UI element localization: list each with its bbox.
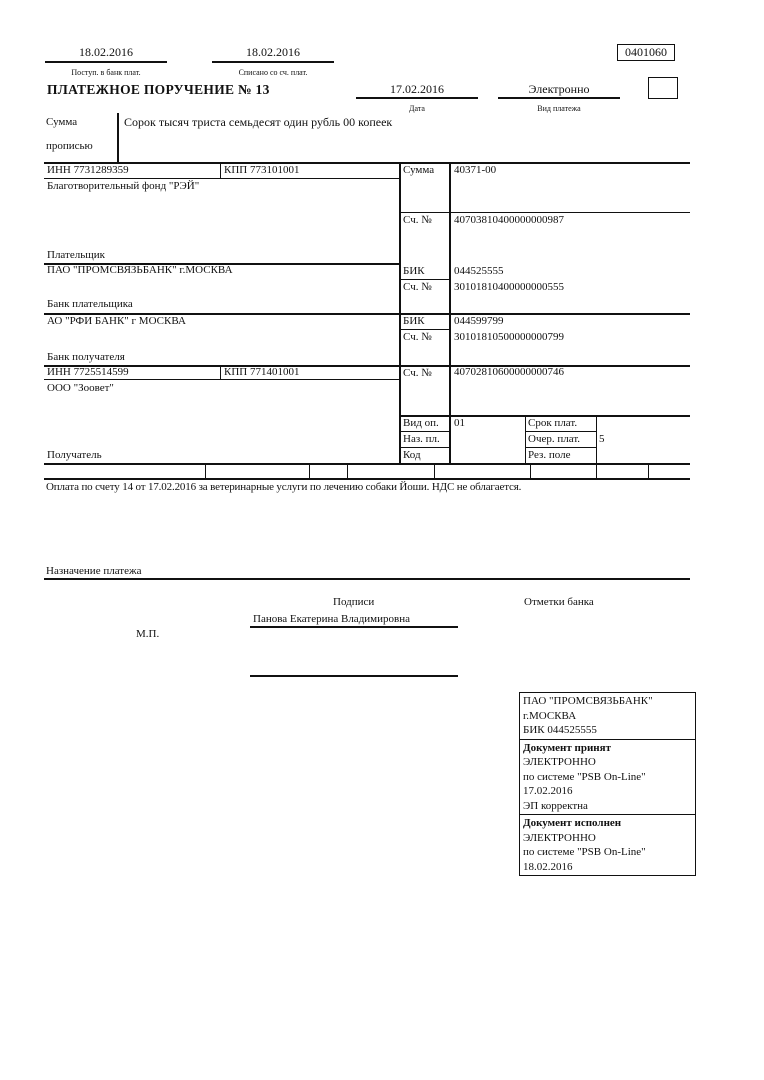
bank-stamp-accepted xyxy=(520,739,695,815)
payer-bank-name: ПАО "ПРОМСВЯЗЬБАНК" г.МОСКВА xyxy=(47,264,233,276)
stamp-accepted-title xyxy=(523,741,692,756)
payee-name: ООО "Зоовет" xyxy=(47,382,114,394)
payment-type: Электронно xyxy=(528,82,590,96)
stamp-executed-title xyxy=(523,816,692,831)
bank-stamp xyxy=(519,692,696,876)
payment-status-box xyxy=(648,77,678,99)
signatures-label: Подписи xyxy=(333,596,375,608)
payer-name: Благотворительный фонд "РЭЙ" xyxy=(47,180,200,192)
divider xyxy=(400,212,450,213)
date-label: Дата xyxy=(409,104,425,113)
divider xyxy=(596,463,597,479)
stamp-accepted-prefix: Документ xyxy=(523,741,575,754)
divider xyxy=(498,97,620,99)
divider xyxy=(525,415,526,464)
divider xyxy=(309,463,310,479)
divider xyxy=(356,97,478,99)
stamp-executed-word: исполнен xyxy=(574,817,622,829)
document-title: ПЛАТЕЖНОЕ ПОРУЧЕНИЕ № 13 xyxy=(47,82,270,97)
payer-inn: ИНН 7731289359 xyxy=(47,164,129,176)
kod-label: Код xyxy=(403,449,421,461)
bank-marks-label: Отметки банка xyxy=(524,596,594,608)
payment-type-label: Вид платежа xyxy=(537,104,581,113)
divider xyxy=(449,162,451,464)
divider xyxy=(45,61,167,63)
payer-account-label: Сч. № xyxy=(403,214,432,226)
amount-words-label: Сумма xyxy=(46,116,78,128)
signature-line-2 xyxy=(250,675,458,677)
divider xyxy=(44,178,400,179)
srok-label: Срок плат. xyxy=(528,417,578,429)
divider xyxy=(400,447,450,448)
signer-name: Панова Екатерина Владимировна xyxy=(253,613,410,625)
rez-label: Рез. поле xyxy=(528,449,571,461)
amount-words-label-2: прописью xyxy=(46,140,93,152)
stamp-executed-prefix: Документ xyxy=(523,817,575,829)
payee-bank-account-label: Сч. № xyxy=(403,331,432,343)
stamp-executed-date: 18.02.2016 xyxy=(523,860,573,873)
received-date: 18.02.2016 xyxy=(79,45,133,59)
ocher-value: 5 xyxy=(599,433,605,445)
payee-label: Получатель xyxy=(47,449,102,461)
payee-bank-label: Банк получателя xyxy=(47,351,125,363)
divider xyxy=(525,431,596,432)
stamp-bank-city: г.МОСКВА xyxy=(523,709,577,722)
divider xyxy=(525,447,596,448)
divider xyxy=(44,478,690,480)
payer-bik: 044525555 xyxy=(454,265,504,277)
divider xyxy=(44,365,690,367)
divider xyxy=(400,279,450,280)
payer-label: Плательщик xyxy=(47,249,105,261)
divider xyxy=(44,463,690,465)
debited-label: Списано со сч. плат. xyxy=(238,68,308,77)
payee-bik-label: БИК xyxy=(403,315,425,327)
divider xyxy=(434,463,435,479)
divider xyxy=(220,162,221,179)
divider xyxy=(347,463,348,479)
payee-bank-account: 30101810500000000799 xyxy=(454,331,564,343)
divider xyxy=(530,463,531,479)
amount-value: 40371-00 xyxy=(454,164,497,176)
divider xyxy=(212,61,334,63)
bank-stamp-executed xyxy=(520,814,695,875)
stamp-accepted-date: 17.02.2016 xyxy=(523,785,573,797)
stamp-executed-system: по системе "PSB On-Line" xyxy=(523,846,646,858)
payee-account-label: Сч. № xyxy=(403,367,432,379)
divider xyxy=(450,212,690,213)
payee-inn: ИНН 7725514599 xyxy=(47,366,129,378)
purpose-text: Оплата по счету 14 от 17.02.2016 за ветеринарные услуги по лечению собаки Йоши. НДС не облагается. xyxy=(46,481,522,493)
divider xyxy=(117,113,119,163)
amount-words-value: Сорок тысяч триста семьдесят один рубль 00 копеек xyxy=(124,115,393,129)
document-date: 17.02.2016 xyxy=(390,82,444,96)
stamp-executed-mode: ЭЛЕКТРОННО xyxy=(523,831,596,844)
signature-line-1 xyxy=(250,626,458,628)
payer-account: 40703810400000000987 xyxy=(454,214,564,226)
divider xyxy=(44,379,400,380)
divider xyxy=(400,329,450,330)
debited-date: 18.02.2016 xyxy=(246,45,300,59)
naz-pl-label: Наз. пл. xyxy=(403,433,440,445)
stamp-accepted-signature: ЭП корректна xyxy=(523,799,588,812)
payer-bik-label: БИК xyxy=(403,265,425,277)
purpose-label: Назначение платежа xyxy=(46,565,142,577)
ocher-label: Очер. плат. xyxy=(528,433,581,445)
amount-label: Сумма xyxy=(403,164,435,176)
divider xyxy=(220,365,221,380)
stamp-bank-bik: БИК 044525555 xyxy=(523,724,597,736)
divider xyxy=(596,415,597,464)
divider xyxy=(399,162,401,464)
vid-op-value: 01 xyxy=(454,417,465,429)
stamp-place: М.П. xyxy=(136,628,160,640)
stamp-accepted-word: принят xyxy=(574,741,611,754)
received-label: Поступ. в банк плат. xyxy=(71,68,141,77)
stamp-accepted-mode: ЭЛЕКТРОННО xyxy=(523,756,596,768)
payee-account: 40702810600000000746 xyxy=(454,366,564,378)
vid-op-label: Вид оп. xyxy=(403,417,439,429)
divider xyxy=(205,463,206,479)
payer-kpp: КПП 773101001 xyxy=(224,164,300,176)
payee-bik: 044599799 xyxy=(454,315,504,327)
form-code: 0401060 xyxy=(617,44,675,61)
payee-bank-name: АО "РФИ БАНК" г МОСКВА xyxy=(47,315,186,327)
divider xyxy=(400,431,450,432)
payee-kpp: КПП 771401001 xyxy=(224,366,300,378)
stamp-bank-name: ПАО "ПРОМСВЯЗЬБАНК" xyxy=(523,695,653,707)
divider xyxy=(648,463,649,479)
divider xyxy=(44,578,690,580)
bank-stamp-bank xyxy=(520,693,695,739)
stamp-accepted-system: по системе "PSB On-Line" xyxy=(523,770,646,783)
payer-bank-label: Банк плательщика xyxy=(47,298,133,310)
divider xyxy=(44,162,690,164)
payer-bank-account: 30101810400000000555 xyxy=(454,281,564,293)
payer-bank-account-label: Сч. № xyxy=(403,281,432,293)
